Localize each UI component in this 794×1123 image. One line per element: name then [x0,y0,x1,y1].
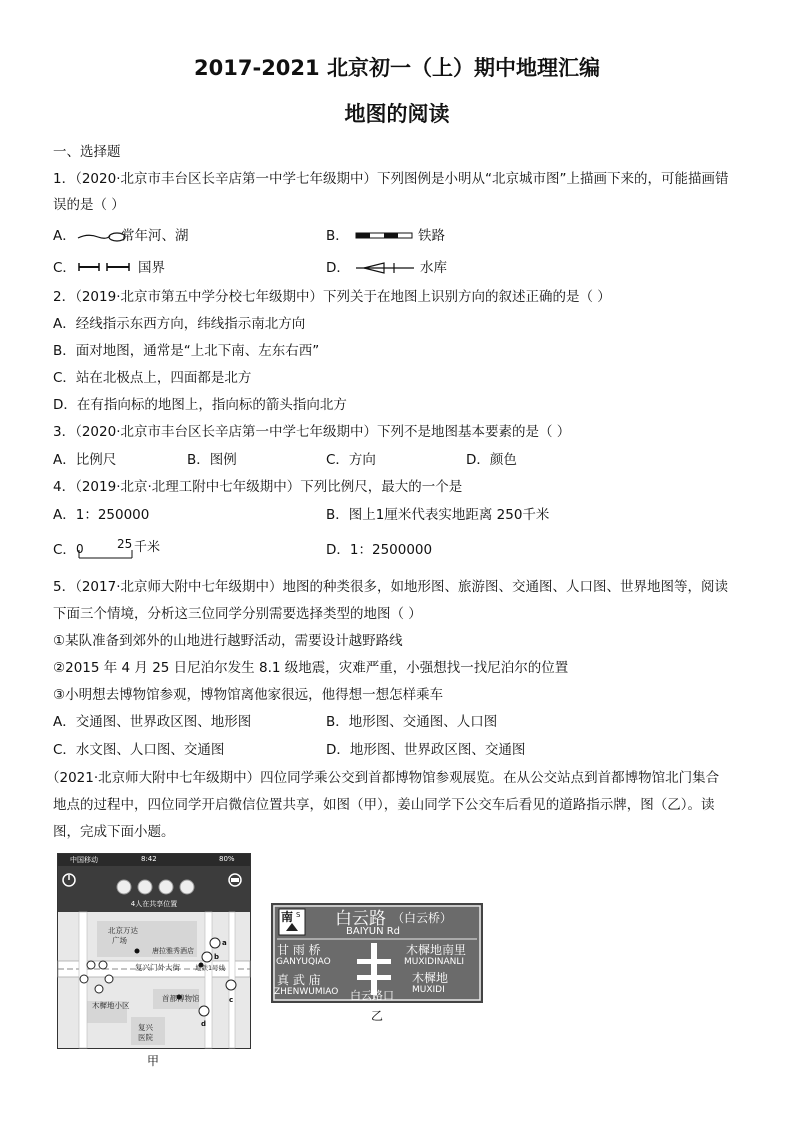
poi-museum: 首都博物馆 [162,994,200,1003]
sign-left1-en: GANYUQIAO [276,957,331,967]
q5-stem-line1: 5．（2017·北京师大附中七年级期中）地图的种类很多，如地形图、旅游图、交通图、人口图、世界地图等，阅读 [53,579,728,595]
q4-option-b: B．图上1厘米代表实地距离 250千米 [326,507,550,523]
sign-road-en: BAIYUN Rd [346,926,401,937]
q1-option-d-text: 水库 [420,260,447,276]
q3-option-d: D．颜色 [466,452,517,468]
q2-option-d: D．在有指向标的地图上，指向标的箭头指向北方 [53,397,347,413]
q4-stem: 4．（2019·北京·北理工附中七年级期中）下列比例尺，最大的一个是 [53,479,463,495]
q5-option-a: A．交通图、世界政区图、地形图 [53,714,252,730]
q5-option-d: D．地形图、世界政区图、交通图 [326,742,526,758]
q1-option-b-text: 铁路 [418,228,445,244]
q1-option-c-label: C． [53,260,76,276]
q5-option-b: B．地形图、交通图、人口图 [326,714,498,730]
q2-option-b: B．面对地图，通常是“上北下南、左东右西” [53,343,320,359]
river-lake-legend-icon [76,229,126,245]
sign-right1-en: MUXIDINANLI [404,957,465,967]
street-name: 复兴门外大街 [135,963,180,972]
sign-direction-s: S [296,911,301,919]
railway-legend-icon [355,230,415,242]
scale-bar-unit: 千米 [134,540,161,555]
intro-line1: （2021·北京师大附中七年级期中）四位同学乘公交到首都博物馆参观展览。在从公交站点到首都博物馆北门集合 [46,770,720,786]
q1-stem-line1: 1．（2020·北京市丰台区长辛店第一中学七年级期中）下列图例是小明从“北京城市图”上描画下来的，可能描画错 [53,171,729,187]
scale-bar-value: 25 [117,537,133,551]
doc-title: 2017-2021 北京初一（上）期中地理汇编 [194,56,600,80]
doc-subtitle: 地图的阅读 [344,102,450,126]
q2-option-a: A．经线指示东西方向，纬线指示南北方向 [53,316,306,332]
share-label: 4人在共享位置 [130,900,178,908]
scale-bar-zero: 0 [76,542,84,556]
poi-wanda-2: 广场 [112,936,127,945]
avatar-1 [117,880,131,894]
figure-jia-caption: 甲 [147,1054,160,1068]
intro-line3: 图，完成下面小题。 [53,824,175,840]
q1-stem-line2: 误的是（ ） [53,197,125,213]
poi-muxidi: 木樨地小区 [92,1001,130,1010]
sign-direction: 南 [281,910,294,924]
avatar-4 [180,880,194,894]
pin-label-c: c [229,996,234,1004]
location-pin-c [226,980,236,990]
poi-hospital-2: 医院 [138,1033,153,1042]
avatar-3 [159,880,173,894]
scale-bar-icon [78,550,138,560]
q4-option-a: A．1：250000 [53,507,150,523]
figure-yi-caption: 乙 [371,1009,384,1023]
sign-left2-cn: 真 武 庙 [277,973,321,987]
metro-line: 地铁1号线 [195,964,226,972]
q1-option-d-label: D． [326,260,350,276]
q3-stem: 3．（2020·北京市丰台区长辛店第一中学七年级期中）下列不是地图基本要素的是（ ） [53,424,571,440]
q3-option-b: B．图例 [187,452,237,468]
pin-label-a: a [222,939,227,947]
sign-right2-cn: 木樨地 [412,971,449,985]
q2-option-c: C．站在北极点上，四面都是北方 [53,370,252,386]
avatar-2 [138,880,152,894]
q5-option-c: C．水文图、人口图、交通图 [53,742,225,758]
border-legend-icon [77,261,135,273]
sign-left2-en: ZHENWUMIAO [274,987,339,997]
pin-label-d: d [201,1020,207,1028]
q1-option-b-label: B． [326,228,349,244]
q4-option-c-label: C． [53,542,76,558]
poi-hospital-1: 复兴 [138,1023,153,1032]
sign-right1-cn: 木樨地南里 [406,943,467,957]
sign-road-paren: （白云桥） [392,911,453,925]
pin-label-b: b [214,953,220,961]
location-pin-a [210,938,220,948]
q3-option-a: A．比例尺 [53,452,117,468]
q1-option-a-label: A． [53,228,76,244]
q1-option-c-text: 国界 [138,260,165,276]
reservoir-legend-icon [354,261,420,275]
sign-road-cn: 白云路 [335,909,386,929]
q5-scenario-3: ③小明想去博物馆参观，博物馆离他家很远，他得想一想怎样乘车 [53,687,444,703]
intro-line2: 地点的过程中，四位同学开启微信位置共享，如图（甲），姜山同学下公交车后看见的道路指示牌，图（乙）。读 [53,797,715,813]
status-time: 8:42 [141,855,157,863]
q5-scenario-2: ②2015 年 4 月 25 日尼泊尔发生 8.1 级地震，灾难严重，小强想找一找尼泊尔的位置 [53,660,569,676]
q5-scenario-1: ①某队准备到郊外的山地进行越野活动，需要设计越野路线 [53,633,403,649]
sign-left1-cn: 甘 雨 桥 [277,943,321,957]
poi-wanda-1: 北京万达 [108,926,138,935]
section-heading: 一、选择题 [53,144,121,160]
poi-hotel: 唐拉雅秀酒店 [152,947,194,955]
status-battery: 80% [219,855,235,863]
location-pin-b [202,952,212,962]
q2-stem: 2．（2019·北京市第五中学分校七年级期中）下列关于在地图上识别方向的叙述正确的是（ ） [53,289,611,305]
location-pin-d [199,1006,209,1016]
sign-bottom: 白云路口 [350,989,394,1002]
q3-option-c: C．方向 [326,452,376,468]
sign-right2-en: MUXIDI [412,985,445,995]
q4-option-d: D．1：2500000 [326,542,433,558]
q1-option-a-text: 常年河、湖 [121,228,189,244]
q5-stem-line2: 下面三个情境，分析这三位同学分别需要选择类型的地图（ ） [53,606,422,622]
status-carrier: 中国移动 [70,856,98,864]
